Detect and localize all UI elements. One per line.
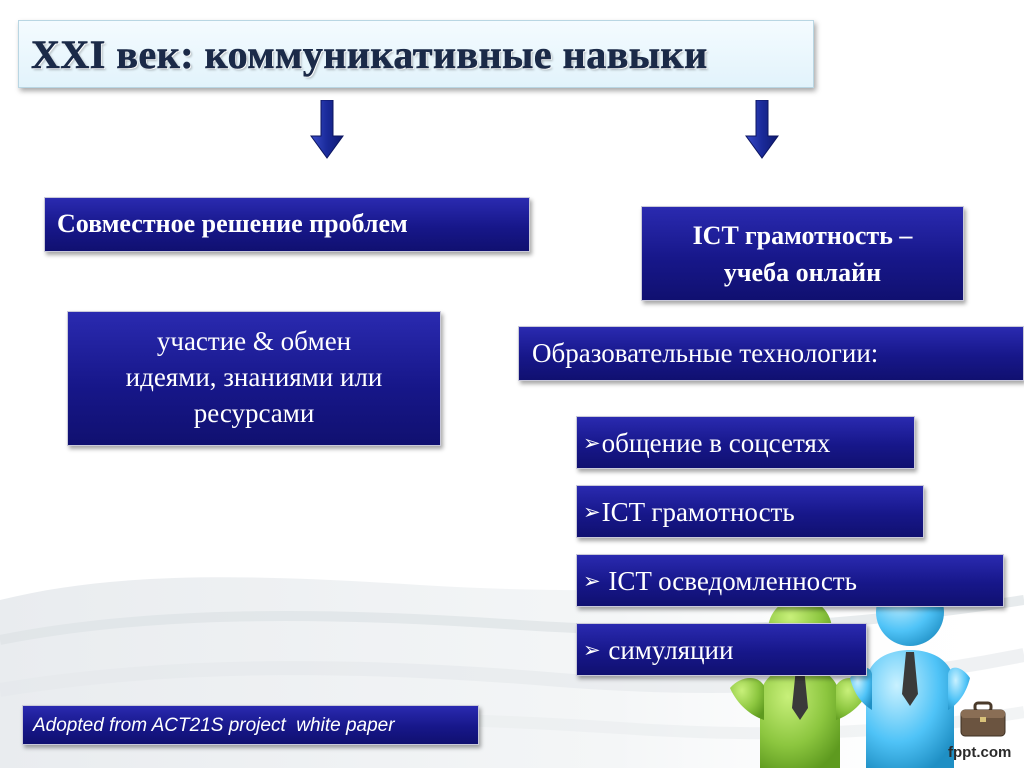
bullet-text: ICT грамотность [601, 497, 795, 527]
educational-technologies-box [518, 326, 1024, 381]
briefcase-icon [958, 700, 1008, 738]
people-figures-icon [700, 590, 1024, 768]
ict-literacy-box [641, 206, 964, 301]
collaborative-problem-solving-box [44, 197, 530, 252]
bullet-arrow-icon: ➢ [583, 500, 601, 524]
bullet-item [576, 485, 924, 538]
box-label: Образовательные технологии: [532, 338, 879, 368]
bullet-item [576, 416, 915, 469]
box-label [642, 217, 963, 291]
brand-watermark: fppt.com [948, 744, 1012, 761]
bullet-item [576, 623, 867, 676]
box-label: Совместное решение проблем [57, 209, 408, 238]
participation-exchange-box [67, 311, 441, 446]
bullet-item [576, 554, 1004, 607]
box-label-line: идеями, знаниями или [125, 362, 383, 392]
source-note-box [22, 705, 479, 745]
box-label-line: учеба онлайн [723, 258, 882, 287]
box-label [68, 323, 440, 431]
arrow-down-icon [310, 100, 344, 160]
bullet-arrow-icon: ➢ [583, 569, 601, 593]
source-note: Adopted from ACT21S project white paper [33, 715, 395, 736]
bullet-arrow-icon: ➢ [583, 431, 601, 455]
arrow-down-icon [745, 100, 779, 160]
bullet-arrow-icon: ➢ [583, 638, 601, 662]
title-box [18, 20, 814, 88]
page-title: XXI век: коммуникативные навыки [31, 32, 708, 77]
bullet-text: ICT осведомленность [601, 566, 857, 596]
box-label-line: ресурсами [193, 398, 315, 428]
box-label-line: ICT грамотность – [692, 221, 913, 250]
box-label-line: участие & обмен [156, 326, 352, 356]
bullet-text: симуляции [601, 635, 734, 665]
bullet-text: общение в соцсетях [601, 428, 831, 458]
